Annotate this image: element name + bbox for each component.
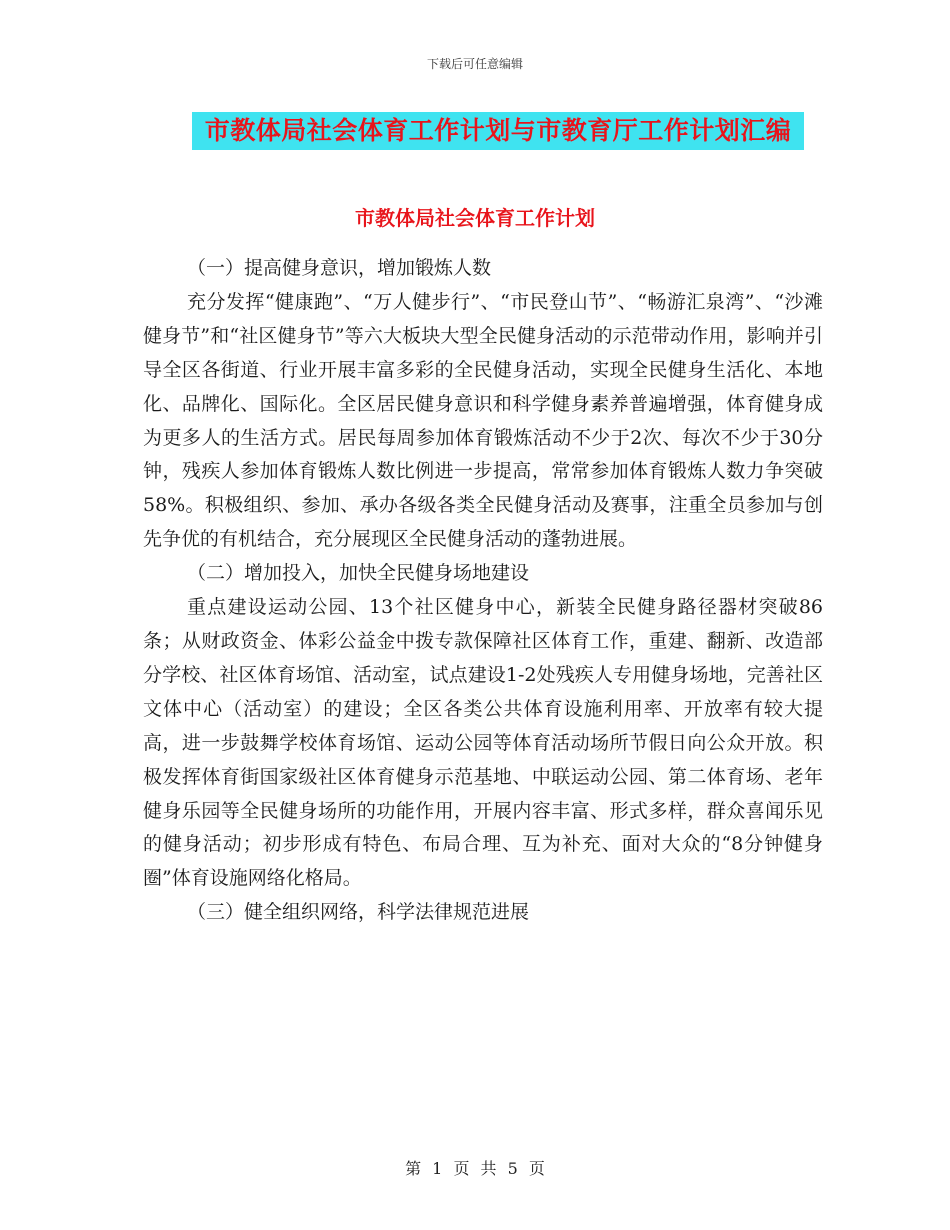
section-heading-2: （二）增加投入，加快全民健身场地建设 [187, 562, 530, 585]
page-footer: 第 1 页 共 5 页 [405, 1159, 545, 1178]
section-title: 市教体局社会体育工作计划 [355, 206, 595, 230]
main-title: 市教体局社会体育工作计划与市教育厅工作计划汇编 [192, 112, 804, 150]
section-heading-1: （一）提高健身意识，增加锻炼人数 [187, 257, 492, 279]
header-note: 下载后可任意编辑 [426, 57, 523, 71]
document-body [143, 252, 823, 930]
section-heading-3: （三）健全组织网络，科学法律规范进展 [187, 901, 530, 924]
paragraph-1: 充分发挥“健康跑”、“万人健步行”、“市民登山节”、“畅游汇泉湾”、“沙滩健身节”和“社区健身节”等六大板块大型全民健身活动的示范带动作用，影响并引导全区各街道、行业开展丰富多彩的全民健身活动，实现全民健身生活化、本地化、品牌化、国际化。全区居民健身意识和科学健身素养普遍增强，体育健身成为更多人的生活方式。居民每周参加体育锻炼活动不少于2次、每次不少于30分钟，残疾人参加体育锻炼人数比例进一步提高，常常参加体育锻炼人数力争突破58%。积极组织、参加、承办各级各类全民健身活动及赛事，注重全员参加与创先争优的有机结合，充分展现区全民健身活动的蓬勃进展。 [143, 290, 823, 551]
paragraph-2: 重点建设运动公园、13个社区健身中心，新装全民健身路径器材突破86条；从财政资金、体彩公益金中拨专款保障社区体育工作，重建、翻新、改造部分学校、社区体育场馆、活动室，试点建设1-2处残疾人专用健身场地，完善社区文体中心（活动室）的建设；全区各类公共体育设施利用率、开放率有较大提高，进一步鼓舞学校体育场馆、运动公园等体育活动场所节假日向公众开放。积极发挥体育街国家级社区体育健身示范基地、中联运动公园、第二体育场、老年健身乐园等全民健身场所的功能作用，开展内容丰富、形式多样，群众喜闻乐见的健身活动；初步形成有特色、布局合理、互为补充、面对大众的“8分钟健身圈”体育设施网络化格局。 [143, 596, 823, 890]
